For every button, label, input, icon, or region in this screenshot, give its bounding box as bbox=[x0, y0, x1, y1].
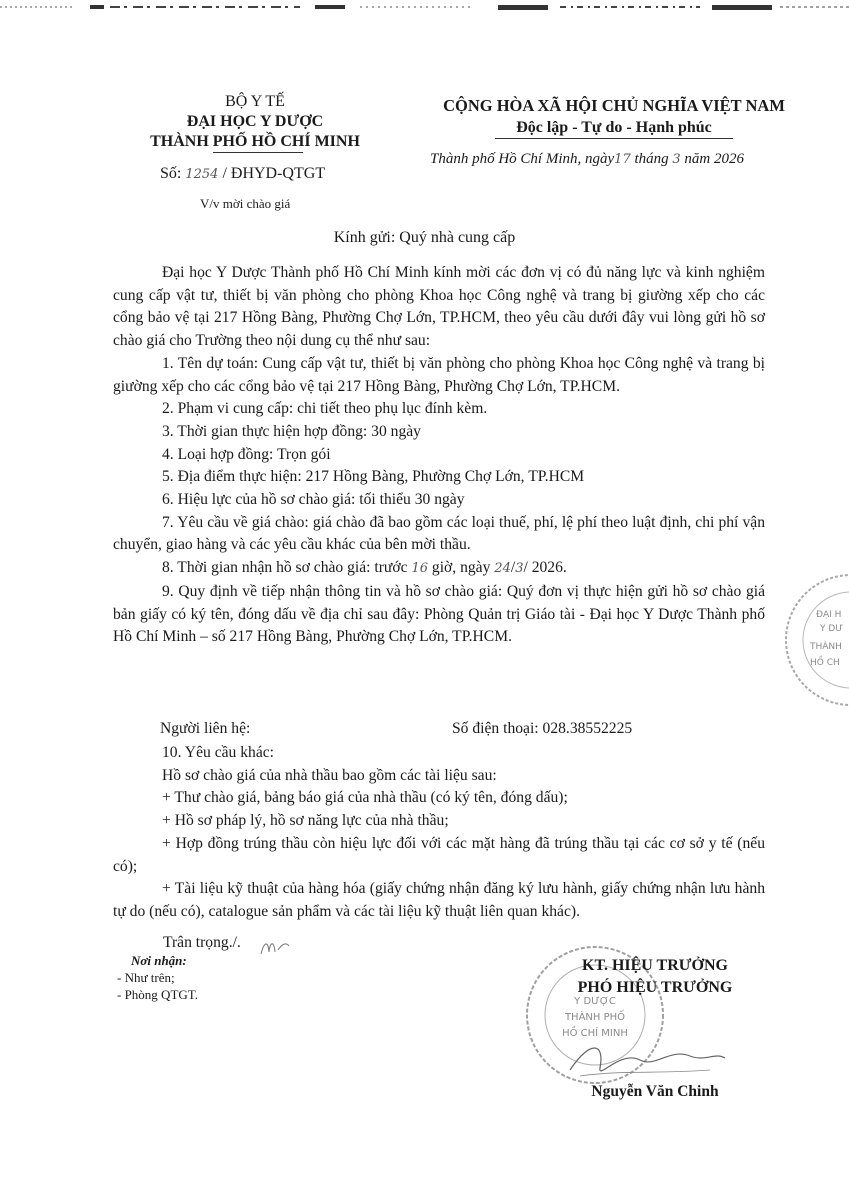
documents-bullet-2: + Hồ sơ pháp lý, hồ sơ năng lực của nhà thầu; bbox=[162, 812, 449, 830]
item-8-day-label: giờ, ngày bbox=[431, 559, 491, 577]
contact-row bbox=[160, 720, 633, 738]
item-8-year: / 2026. bbox=[523, 559, 567, 577]
documents-bullet-3: + Hợp đồng trúng thầu còn hiệu lực đối với các mặt hàng đã trúng thầu tại các cơ sở y tế (nếu có); bbox=[113, 834, 765, 875]
recipient-1: - Như trên; bbox=[117, 970, 175, 985]
number-suffix: / ĐHYD-QTGT bbox=[222, 165, 326, 182]
recipients bbox=[117, 952, 198, 1003]
issue-date bbox=[430, 151, 744, 168]
edge-seal-text-4: HỒ CH bbox=[810, 658, 840, 668]
university-name-line2: THÀNH PHỐ HỒ CHÍ MINH bbox=[150, 133, 360, 150]
item-8-month-handwritten: 3 bbox=[515, 561, 524, 577]
contact-person-label: Người liên hệ: bbox=[160, 720, 251, 737]
subject-line: V/v mời chào giá bbox=[200, 196, 291, 211]
signature-title-1: KT. HIỆU TRƯỞNG bbox=[582, 957, 728, 974]
issuer-header bbox=[130, 92, 380, 152]
recipients-title: Nơi nhận: bbox=[131, 953, 187, 968]
document-number bbox=[160, 165, 325, 183]
motto-underline bbox=[495, 138, 733, 139]
scan-artifact-strip bbox=[0, 2, 849, 12]
nation-title: CỘNG HÒA XÃ HỘI CHỦ NGHĨA VIỆT NAM bbox=[443, 96, 785, 115]
recipient-2: - Phòng QTGT. bbox=[117, 987, 199, 1002]
edge-seal-text-1: ĐẠI H bbox=[816, 610, 842, 620]
item-7: 7. Yêu cầu về giá chào: giá chào đã bao gồm các loại thuế, phí, lệ phí theo luật định, chi phí vận chuyển, giao hàng và các yêu cầu khác của bên mời thầu. bbox=[113, 513, 765, 554]
initials-scribble bbox=[258, 936, 292, 960]
item-8-day-handwritten: 24 bbox=[494, 561, 511, 577]
seal-text-1: Y DƯỢC bbox=[574, 996, 616, 1007]
date-month-handwritten: 3 bbox=[672, 152, 681, 167]
date-year: năm 2026 bbox=[684, 151, 745, 167]
item-10-heading: 10. Yêu cầu khác: bbox=[162, 744, 274, 761]
documents-bullet-1: + Thư chào giá, bảng báo giá của nhà thầu (có ký tên, đóng dấu); bbox=[162, 789, 568, 807]
signature-title-2: PHÓ HIỆU TRƯỞNG bbox=[577, 979, 733, 996]
item-9: 9. Quy định về tiếp nhận thông tin và hồ sơ chào giá: Quý đơn vị thực hiện gửi hồ sơ chào giá bản giấy có ký tên, đóng dấu về địa chỉ sau đây: Phòng Quản trị Giáo tài - Đại học Y Dược Thành phố Hồ Chí Minh – số 217 Hồng Bàng, Phường Chợ Lớn, TP.HCM. bbox=[113, 582, 765, 646]
edge-seal-text-2: Y DƯ bbox=[820, 624, 844, 634]
signer-name: Nguyễn Văn Chinh bbox=[591, 1083, 719, 1100]
letter-body-requirements bbox=[113, 742, 765, 924]
edge-seal bbox=[776, 565, 849, 715]
contact-phone: Số điện thoại: 028.38552225 bbox=[452, 720, 633, 737]
item-8 bbox=[113, 557, 765, 581]
edge-seal-text-3: THÀNH bbox=[810, 642, 842, 652]
item-8-label: 8. Thời gian nhận hồ sơ chào giá: trước bbox=[162, 559, 408, 577]
salutation: Kính gửi: Quý nhà cung cấp bbox=[333, 229, 516, 246]
item-2: 2. Phạm vi cung cấp: chi tiết theo phụ lục đính kèm. bbox=[162, 400, 488, 418]
documents-bullet-4: + Tài liệu kỹ thuật của hàng hóa (giấy chứng nhận đăng ký lưu hành, giấy chứng nhận lưu hành tự do (nếu có), catalogue sản phẩm và các tài liệu kỹ thuật liên quan khác). bbox=[113, 880, 765, 920]
national-header bbox=[412, 95, 816, 139]
nation-motto: Độc lập - Tự do - Hạnh phúc bbox=[516, 119, 712, 136]
date-month-label: tháng bbox=[634, 151, 669, 167]
university-name-line1: ĐẠI HỌC Y DƯỢC bbox=[186, 113, 324, 130]
closing: Trân trọng./. bbox=[163, 934, 241, 951]
documents-intro: Hồ sơ chào giá của nhà thầu bao gồm các tài liệu sau: bbox=[162, 766, 497, 784]
date-day-handwritten: 17 bbox=[614, 152, 631, 167]
intro-paragraph: Đại học Y Dược Thành phố Hồ Chí Minh kính mời các đơn vị có đủ năng lực và kinh nghiệm cung cấp vật tư, thiết bị văn phòng cho phòng Khoa học Công nghệ và trang bị giường xếp cho các cổng bảo vệ tại 217 Hồng Bàng, Phường Chợ Lớn, TP.HCM, theo yêu cầu dưới đây vui lòng gửi hồ sơ chào giá cho Trường theo nội dung cụ thể như sau: bbox=[113, 264, 765, 350]
item-5: 5. Địa điểm thực hiện: 217 Hồng Bàng, Phường Chợ Lớn, TP.HCM bbox=[162, 468, 585, 486]
letter-body-main bbox=[113, 262, 765, 649]
item-8-sep: / bbox=[510, 559, 516, 577]
item-4: 4. Loại hợp đồng: Trọn gói bbox=[162, 445, 331, 463]
signature-block bbox=[555, 955, 755, 999]
seal-text-2: THÀNH PHỐ bbox=[564, 1012, 626, 1023]
ministry-name: BỘ Y TẾ bbox=[225, 93, 285, 110]
handwritten-signature bbox=[560, 1030, 730, 1085]
item-1: 1. Tên dự toán: Cung cấp vật tư, thiết bị văn phòng cho phòng Khoa học Công nghệ và trang bị giường xếp cho các cổng bảo vệ tại 217 Hồng Bàng, Phường Chợ Lớn, TP.HCM. bbox=[113, 354, 765, 395]
number-handwritten: 1254 bbox=[185, 167, 219, 182]
item-6: 6. Hiệu lực của hồ sơ chào giá: tối thiểu 30 ngày bbox=[162, 491, 465, 509]
number-prefix: Số: bbox=[160, 165, 182, 182]
date-prefix: Thành phố Hồ Chí Minh, ngày bbox=[430, 151, 615, 167]
item-3: 3. Thời gian thực hiện hợp đồng: 30 ngày bbox=[162, 422, 421, 440]
seal-text-3: HỒ CHÍ MINH bbox=[562, 1028, 628, 1039]
item-8-hour-handwritten: 16 bbox=[411, 561, 428, 577]
issuer-underline bbox=[213, 152, 303, 153]
